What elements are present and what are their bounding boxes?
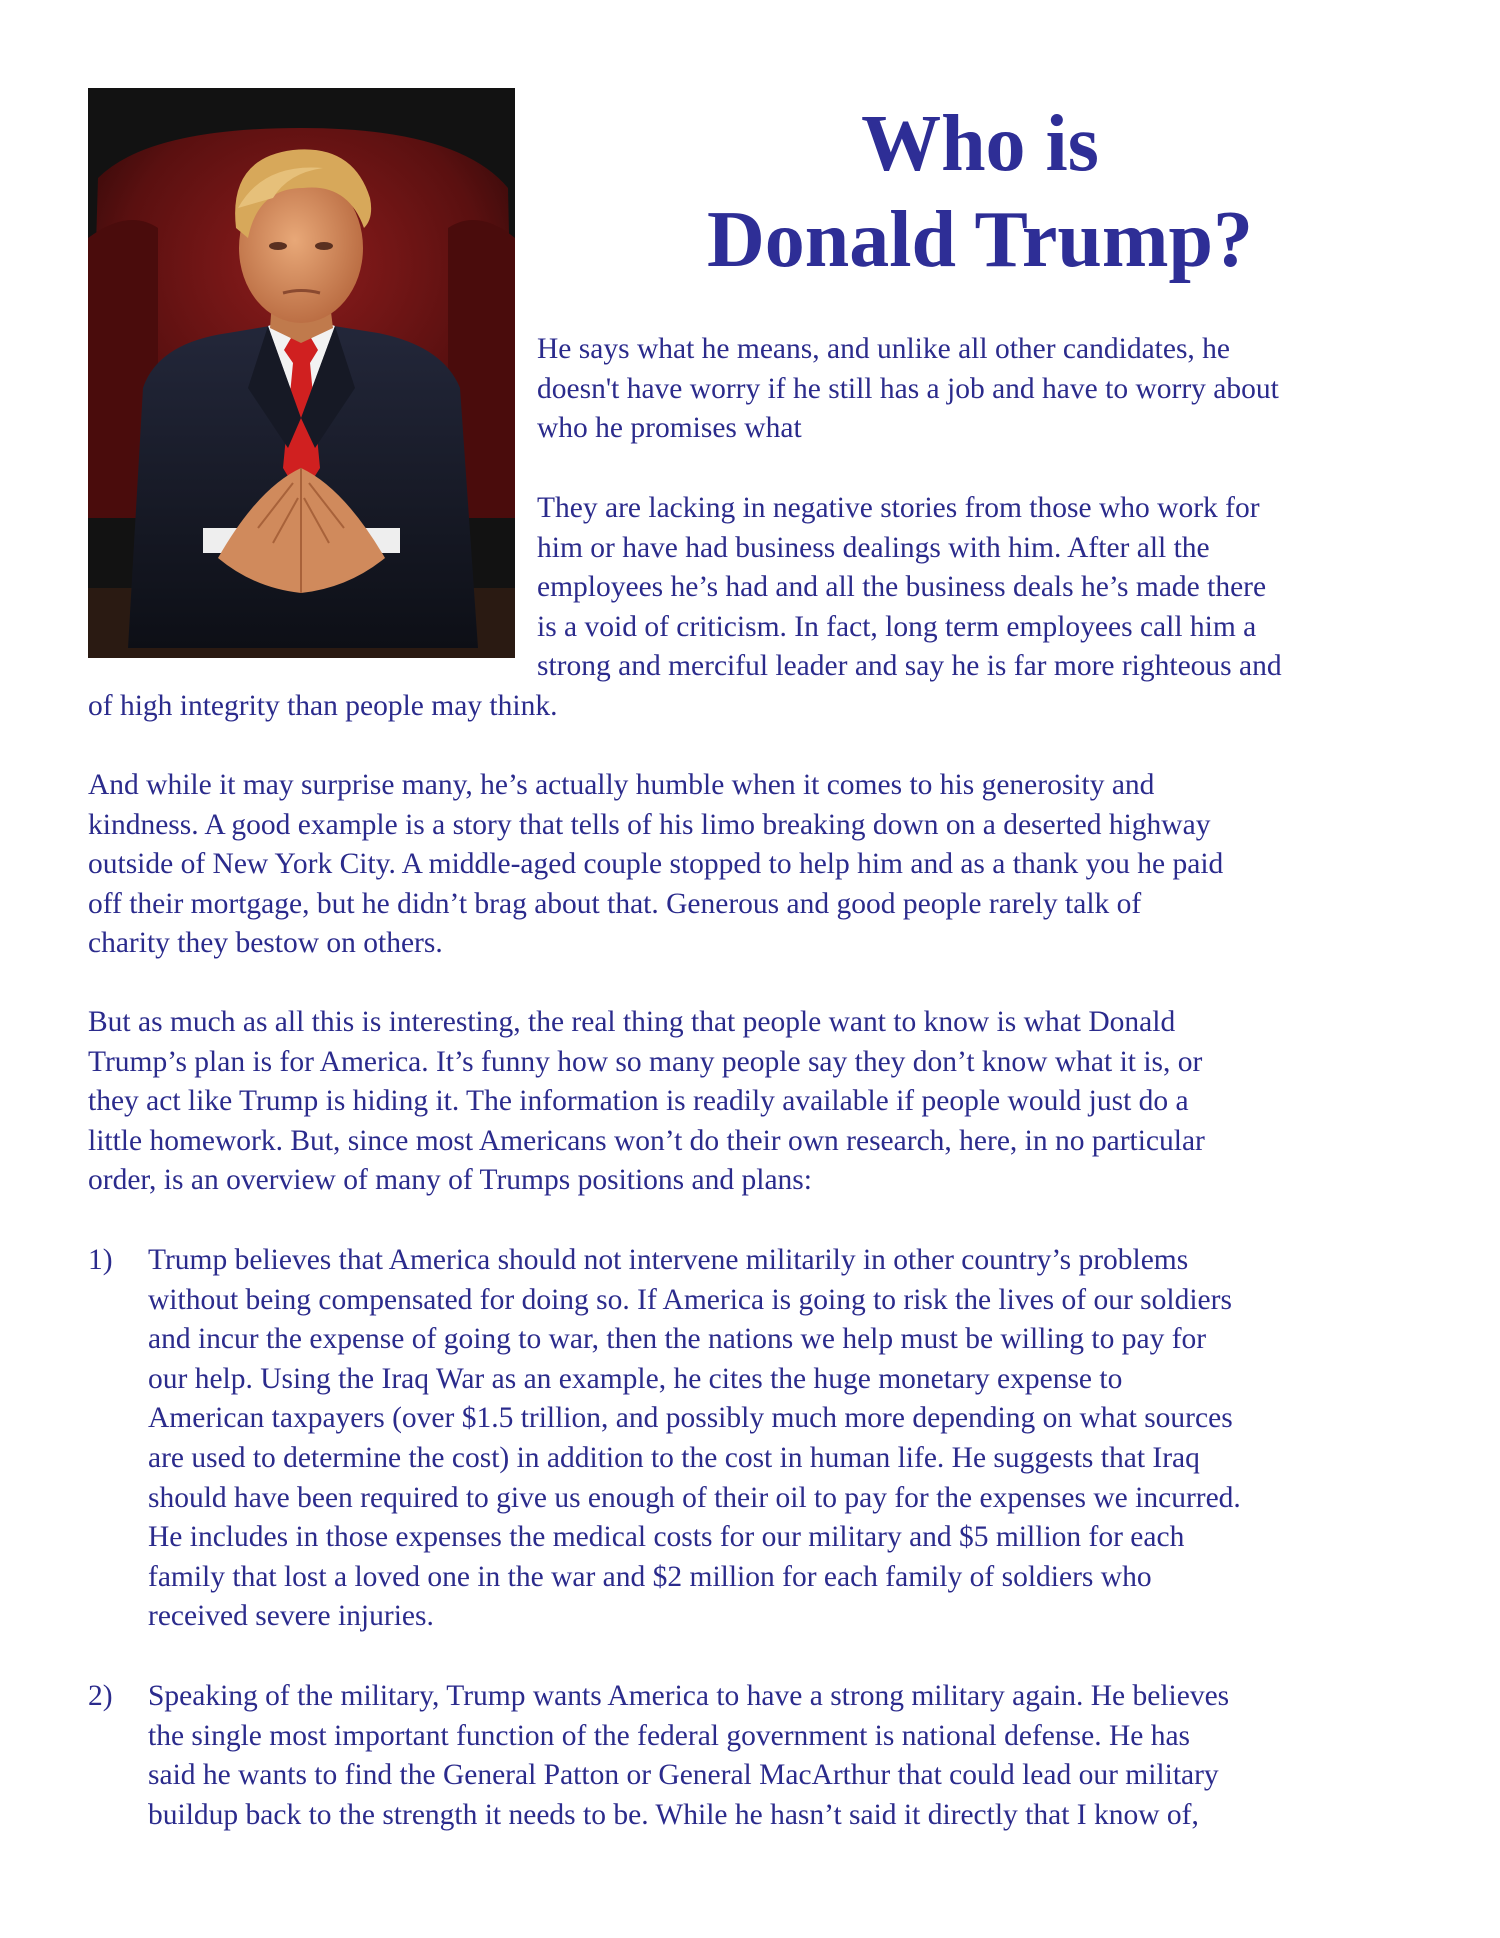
text-line: who he promises what (537, 412, 802, 445)
intro-paragraph-2 (537, 489, 1282, 687)
list-item-number: 1) (88, 1244, 113, 1276)
text-line: He says what he means, and unlike all other candidates, he (537, 333, 1231, 365)
text-line: buildup back to the strength it needs to be. While he hasn’t said it directly that I know of, (148, 1798, 1199, 1831)
paragraph-generosity (88, 766, 1223, 964)
text-line: But as much as all this is interesting, the real thing that people want to know is what Donald (88, 1006, 1176, 1038)
text-line: received severe injuries. (148, 1600, 434, 1633)
text-line: Trump believes that America should not intervene militarily in other country’s problems (148, 1244, 1189, 1276)
text-line: They are lacking in negative stories from those who work for (537, 492, 1260, 524)
list-item-body (148, 1677, 1229, 1835)
text-line: strong and merciful leader and say he is far more righteous and (537, 650, 1282, 683)
text-line: American taxpayers (over $1.5 trillion, and possibly much more depending on what sources (148, 1402, 1233, 1435)
text-line: Speaking of the military, Trump wants America to have a strong military again. He believes (148, 1680, 1230, 1712)
list-item-body (148, 1241, 1241, 1637)
text-line: should have been required to give us enough of their oil to pay for the expenses we incurred. (148, 1481, 1241, 1514)
text-line: employees he’s had and all the business deals he’s made there (537, 571, 1267, 604)
list-item-number: 2) (88, 1680, 113, 1712)
intro-paragraph-2-continued (88, 687, 557, 727)
text-line: said he wants to find the General Patton or General MacArthur that could lead our military (148, 1759, 1219, 1792)
text-line: kindness. A good example is a story that tells of his limo breaking down on a deserted highway (88, 808, 1211, 841)
text-line: our help. Using the Iraq War as an example, he cites the huge monetary expense to (148, 1362, 1123, 1395)
text-line: order, is an overview of many of Trumps positions and plans: (88, 1164, 812, 1197)
text-line: without being compensated for doing so. If America is going to risk the lives of our soldiers (148, 1283, 1232, 1316)
text-line: He includes in those expenses the medical costs for our military and $5 million for each (148, 1521, 1185, 1554)
text-line: are used to determine the cost) in addition to the cost in human life. He suggests that Iraq (148, 1441, 1200, 1474)
text-line: Trump’s plan is for America. It’s funny how so many people say they don’t know what it is, or (88, 1045, 1203, 1078)
text-line: him or have had business dealings with him. After all the (537, 531, 1210, 564)
paragraph-plan (88, 1003, 1205, 1201)
text-line: family that lost a loved one in the war and $2 million for each family of soldiers who (148, 1560, 1152, 1593)
portrait-photo (88, 88, 515, 658)
text-line: and incur the expense of going to war, then the nations we help must be willing to pay for (148, 1323, 1207, 1356)
text-line: little homework. But, since most Americans won’t do their own research, here, in no particular (88, 1124, 1205, 1157)
title-line-1: Who is (861, 100, 1099, 188)
page-title (560, 96, 1400, 288)
text-line: of high integrity than people may think. (88, 690, 558, 722)
intro-paragraph-1 (537, 330, 1279, 449)
title-line-2: Donald Trump? (706, 196, 1254, 284)
text-line: doesn't have worry if he still has a job and have to worry about (537, 372, 1279, 405)
text-line: charity they bestow on others. (88, 927, 443, 960)
text-line: off their mortgage, but he didn’t brag about that. Generous and good people rarely talk of (88, 887, 1142, 920)
text-line: And while it may surprise many, he’s actually humble when it comes to his generosity and (88, 769, 1155, 801)
text-line: is a void of criticism. In fact, long term employees call him a (537, 610, 1257, 643)
text-line: they act like Trump is hiding it. The information is readily available if people would just do a (88, 1085, 1189, 1118)
text-line: outside of New York City. A middle-aged couple stopped to help him and as a thank you he paid (88, 848, 1224, 881)
text-line: the single most important function of the federal government is national defense. He has (148, 1719, 1191, 1752)
